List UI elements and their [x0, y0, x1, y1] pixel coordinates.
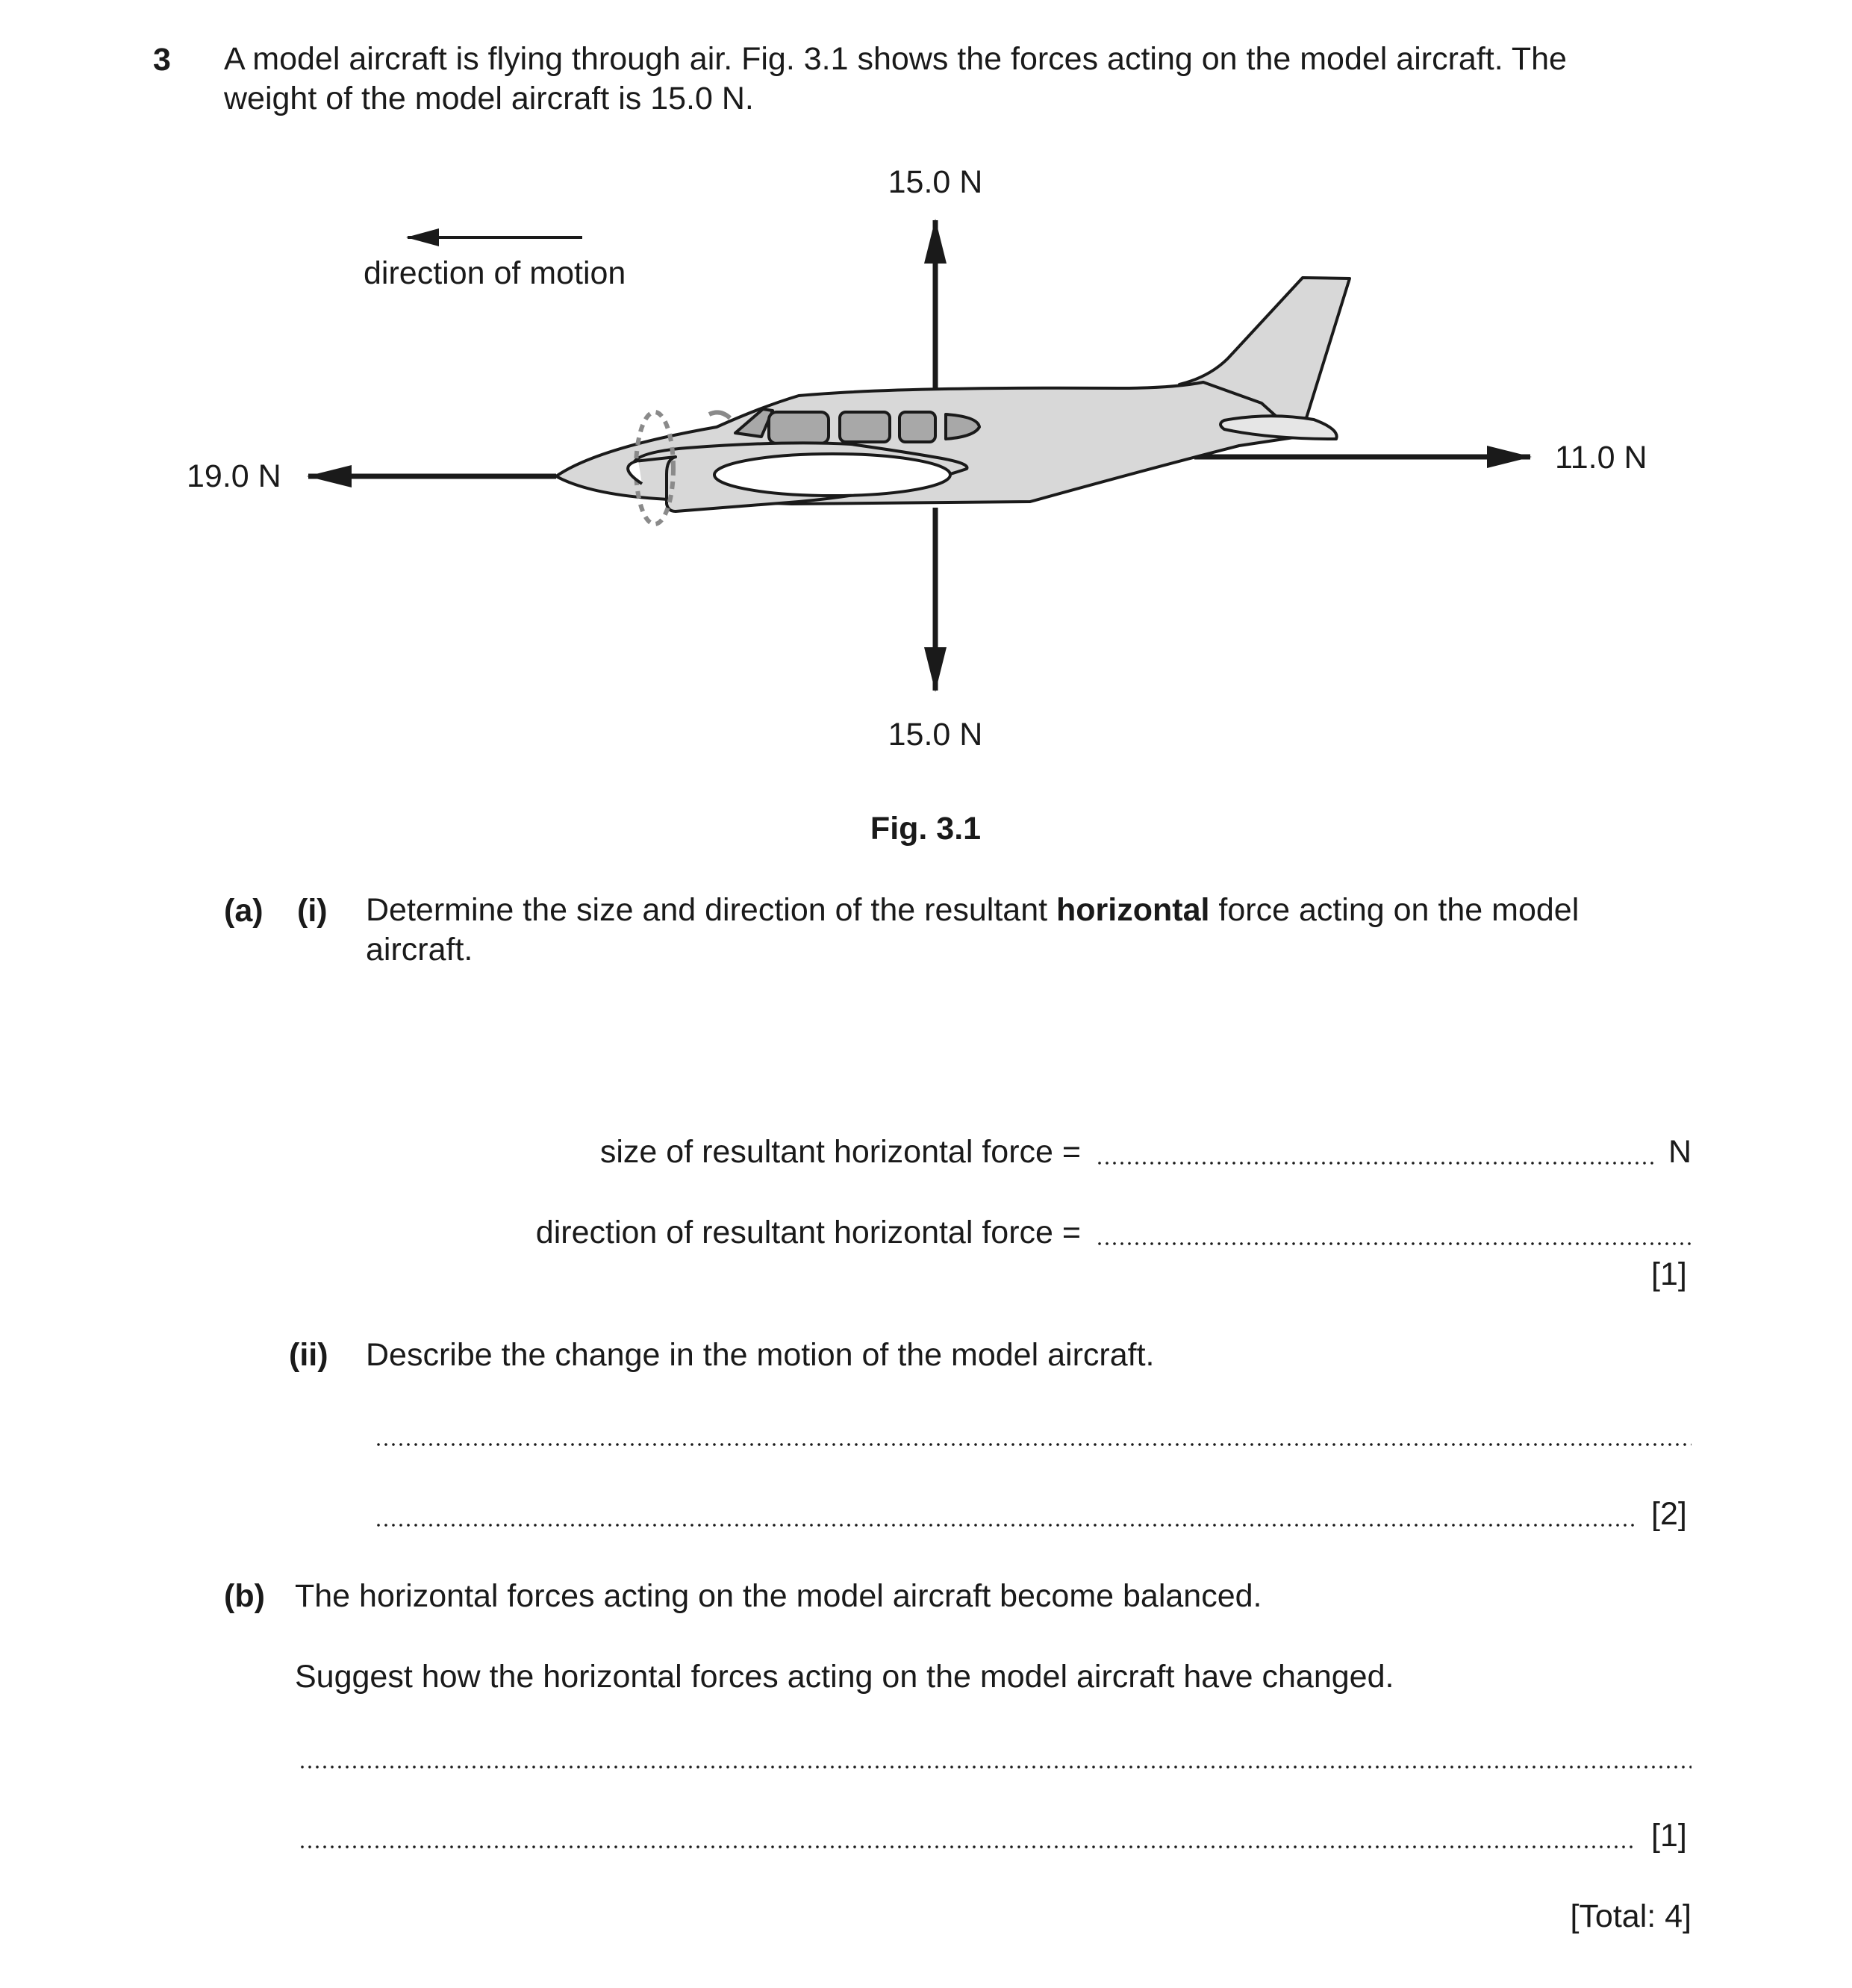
part-b-answer-line-2[interactable] — [299, 1845, 1636, 1848]
part-a-ii-label: (ii) — [289, 1337, 328, 1373]
part-a-i-text-1: Determine the size and direction of the resultant — [366, 892, 1048, 928]
part-b-answer-line-1[interactable] — [299, 1766, 1692, 1769]
up-force-label: 15.0 N — [888, 164, 983, 200]
down-force-label: 15.0 N — [888, 717, 983, 752]
direction-answer-line[interactable] — [1096, 1242, 1692, 1245]
direction-answer-label: direction of resultant horizontal force = — [535, 1215, 1081, 1250]
size-answer-label: size of resultant horizontal force = — [599, 1134, 1081, 1170]
question-intro-line-2: weight of the model aircraft is 15.0 N. — [224, 81, 754, 116]
part-a-i-text-2: force acting on the model — [1218, 892, 1580, 928]
part-a-i-label: (i) — [297, 893, 328, 929]
size-answer-unit: N — [1668, 1134, 1692, 1170]
part-a-ii-answer-line-2[interactable] — [375, 1524, 1636, 1527]
force-diagram — [0, 149, 1852, 866]
part-a-label: (a) — [224, 893, 264, 929]
part-b-question: Suggest how the horizontal forces acting on the model aircraft have changed. — [295, 1659, 1394, 1695]
part-a-ii-marks: [2] — [1651, 1496, 1687, 1532]
figure-caption: Fig. 3.1 — [870, 811, 982, 847]
part-b-label: (b) — [224, 1578, 265, 1614]
size-answer-line[interactable] — [1096, 1162, 1656, 1165]
part-a-i-text-bold: horizontal — [1056, 892, 1210, 928]
part-b-marks: [1] — [1651, 1818, 1687, 1854]
part-a-i-question — [366, 891, 1692, 970]
part-a-ii-question: Describe the change in the motion of the model aircraft. — [366, 1337, 1155, 1373]
left-force-label: 19.0 N — [187, 458, 281, 494]
right-force-label: 11.0 N — [1555, 440, 1647, 476]
part-a-i-marks: [1] — [1651, 1256, 1687, 1292]
total-marks: [Total: 4] — [1570, 1898, 1692, 1934]
question-intro — [224, 40, 1692, 119]
aircraft-illustration — [556, 278, 1350, 524]
question-number: 3 — [153, 42, 171, 78]
part-a-i-text-3: aircraft. — [366, 932, 473, 967]
part-b-statement: The horizontal forces acting on the model aircraft become balanced. — [295, 1578, 1262, 1614]
direction-of-motion-label: direction of motion — [364, 255, 626, 291]
question-intro-line-1: A model aircraft is flying through air. Fig. 3.1 shows the forces acting on the model aircraft. The — [224, 41, 1567, 77]
part-a-ii-answer-line-1[interactable] — [375, 1443, 1692, 1446]
